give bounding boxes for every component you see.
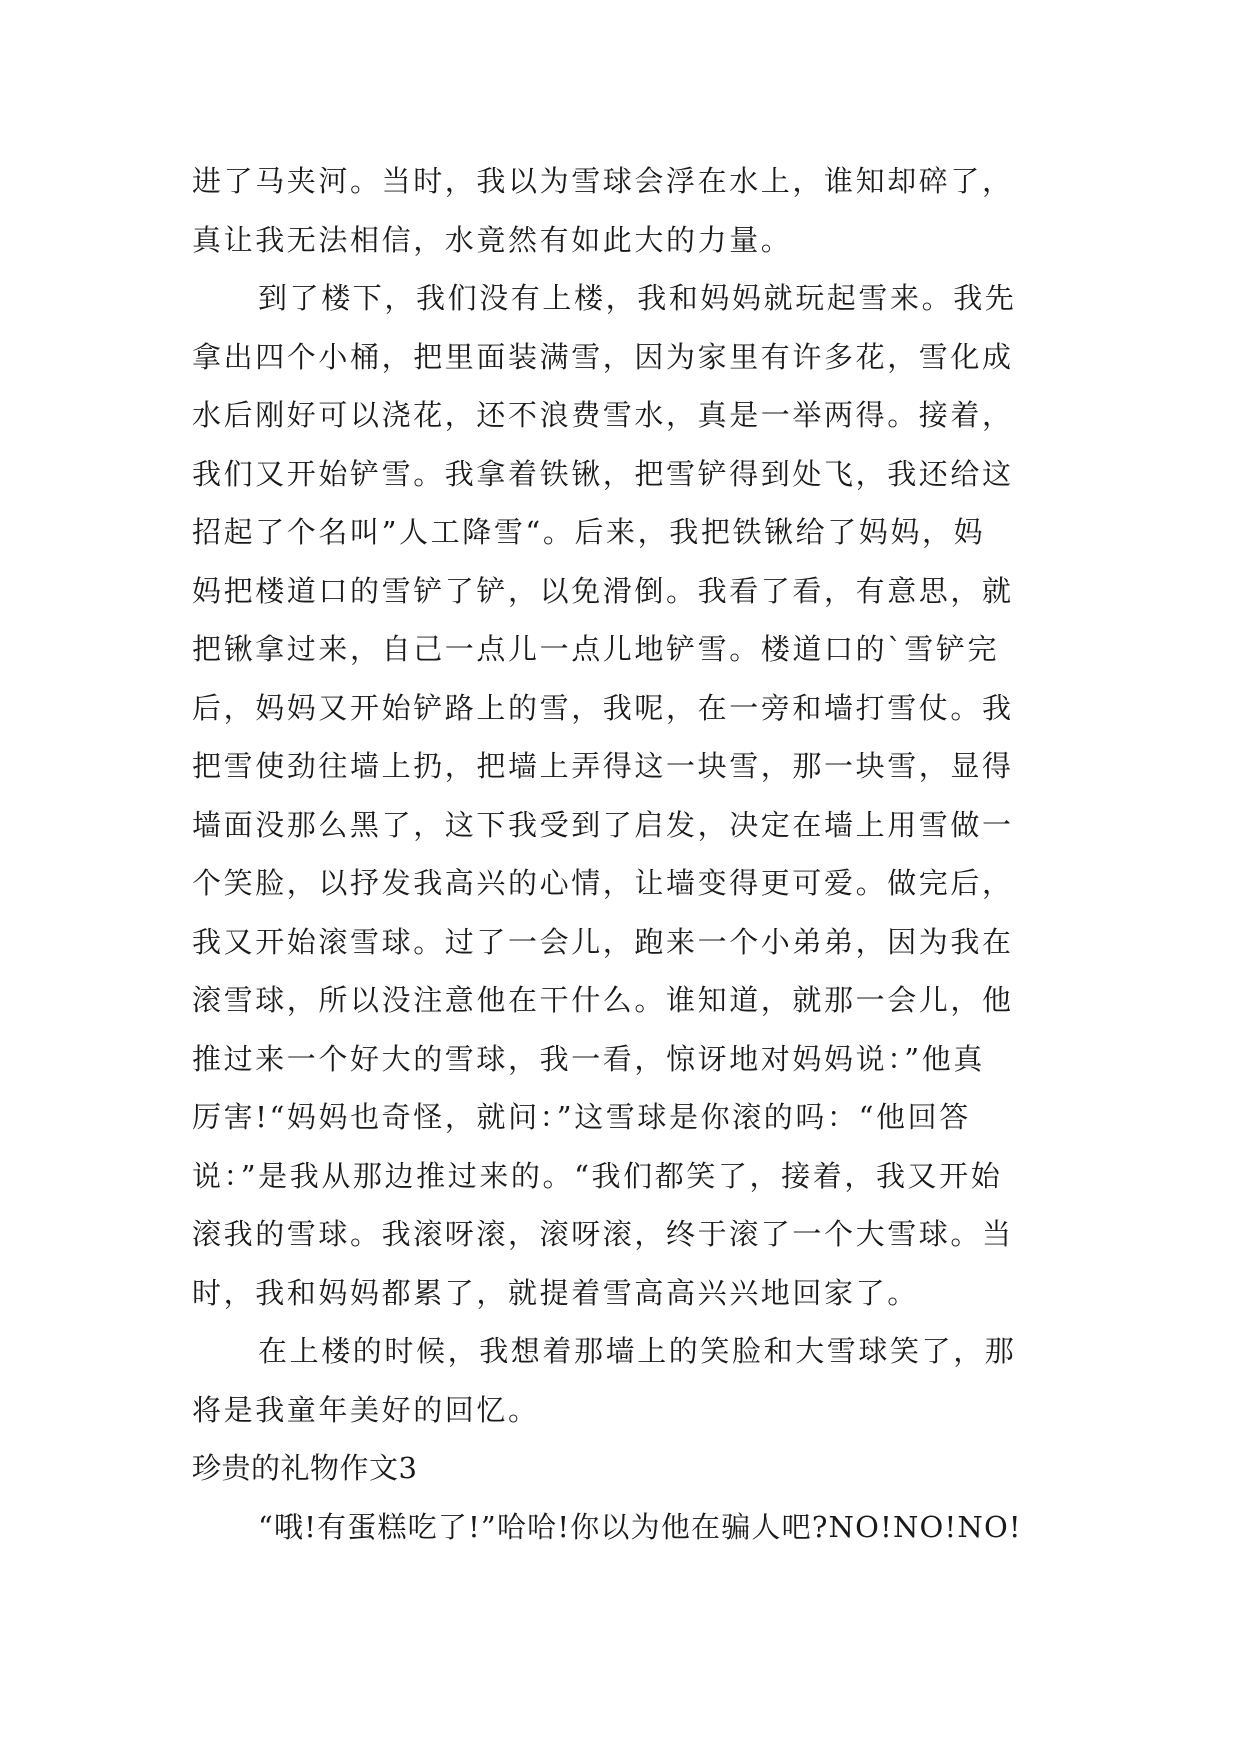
text-line: 我们又开始铲雪。我拿着铁锹，把雪铲得到处飞，我还给这 [192,456,1014,491]
text-line: 墙面没那么黑了，这下我受到了启发，决定在墙上用雪做一 [192,807,1014,842]
text-line: 说：”是我从那边推过来的。“我们都笑了，接着，我又开始 [192,1158,1003,1193]
text-line: 水后刚好可以浇花，还不浪费雪水，真是一举两得。接着， [192,398,1014,432]
text-line: 个笑脸，以抒发我高兴的心情，让墙变得更可爱。做完后， [192,866,1014,900]
text-line: 招起了个名叫”人工降雪“。后来，我把铁锹给了妈妈，妈 [192,515,986,549]
text-line: “哦!有蛋糕吃了!”哈哈!你以为他在骗人吧?NO!NO!NO! [258,1509,1022,1544]
text-line: 将是我童年美好的回忆。 [192,1392,540,1427]
text-line: 拿出四个小桶，把里面装满雪，因为家里有许多花，雪化成 [192,339,1014,374]
text-line: 真让我无法相信，水竟然有如此大的力量。 [192,222,793,257]
document-body [192,152,1072,1556]
section-heading: 珍贵的礼物作文3 [192,1451,418,1485]
text-line: 后，妈妈又开始铲路上的雪，我呢，在一旁和墙打雪仗。我 [192,690,1014,725]
text-line: 把雪使劲往墙上扔，把墙上弄得这一块雪，那一块雪，显得 [192,749,1014,783]
text-line: 厉害!“妈妈也奇怪，就问：”这雪球是你滚的吗：“他回答 [192,1100,971,1134]
text-line: 我又开始滚雪球。过了一会儿，跑来一个小弟弟，因为我在 [192,924,1014,959]
paragraph [192,152,1072,269]
paragraph [192,1322,1072,1439]
text-line: 妈把楼道口的雪铲了铲，以免滑倒。我看了看，有意思，就 [192,573,1014,608]
text-line: 在上楼的时候，我想着那墙上的笑脸和大雪球笑了，那 [258,1334,1017,1368]
text-line: 滚雪球，所以没注意他在干什么。谁知道，就那一会儿，他 [192,983,1014,1017]
paragraph [192,269,1072,1322]
text-line: 进了马夹河。当时，我以为雪球会浮在水上，谁知却碎了， [192,164,1014,198]
text-line: 把锹拿过来，自己一点儿一点儿地铲雪。楼道口的`雪铲完 [192,632,1000,666]
text-line: 推过来一个好大的雪球，我一看，惊讶地对妈妈说：”他真 [192,1041,985,1076]
paragraph [192,1498,1072,1557]
text-line: 滚我的雪球。我滚呀滚，滚呀滚，终于滚了一个大雪球。当 [192,1217,1014,1251]
text-line: 时，我和妈妈都累了，就提着雪高高兴兴地回家了。 [192,1275,919,1310]
text-line: 到了楼下，我们没有上楼，我和妈妈就玩起雪来。我先 [258,281,1017,315]
